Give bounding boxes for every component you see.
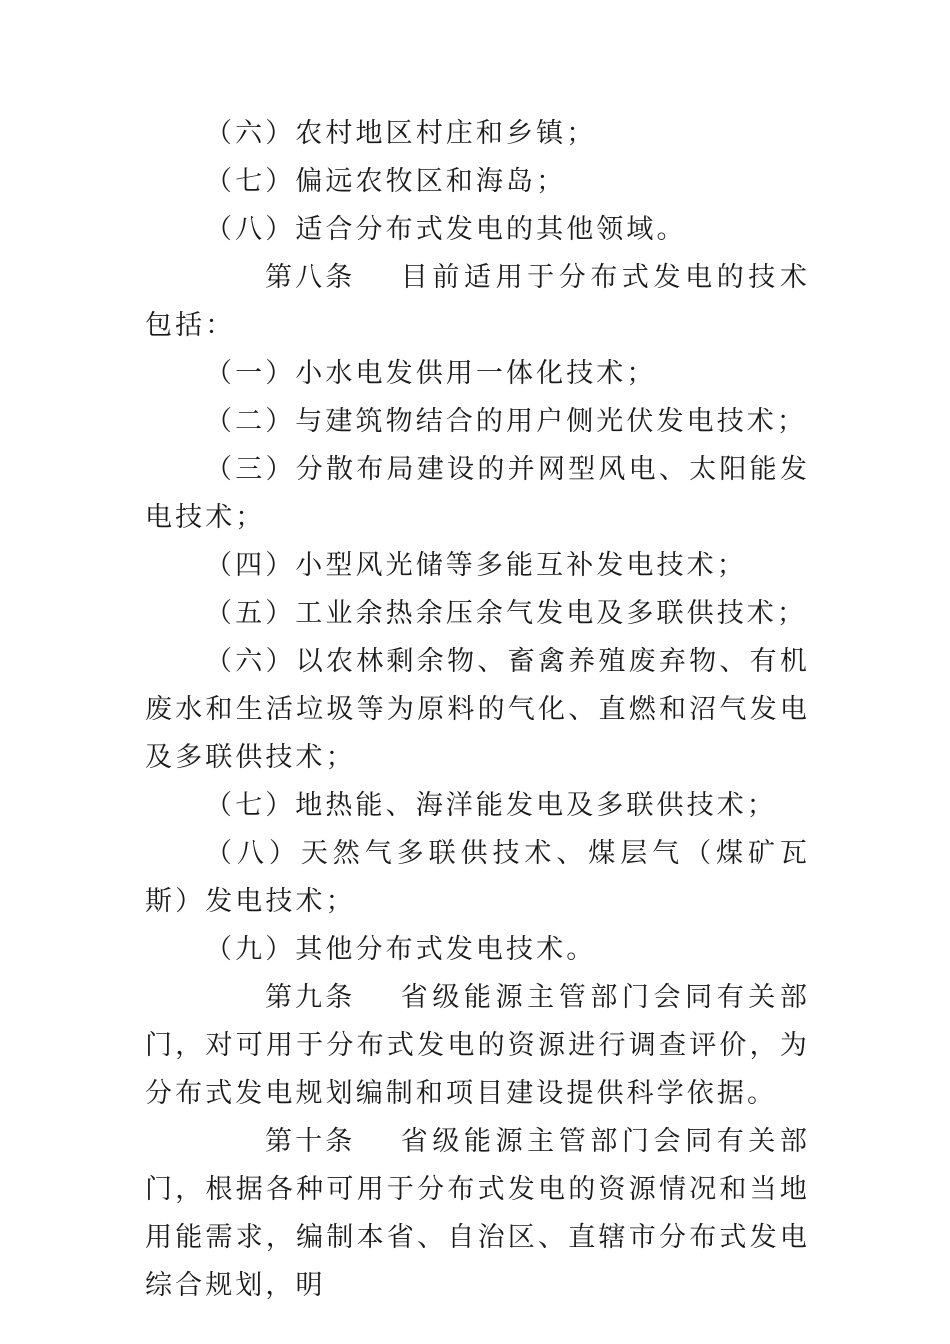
paragraph-text: 省级能源主管部门会同有关部门，对可用于分布式发电的资源进行调查评价，为分布式发电规划编制和项目建设提供科学依据。 <box>145 982 810 1109</box>
list-item <box>145 590 810 638</box>
paragraph-text: （八）天然气多联供技术、煤层气（煤矿瓦斯）发电技术； <box>145 838 810 917</box>
paragraph-text: （三）分散布局建设的并网型风电、太阳能发电技术； <box>145 454 810 533</box>
paragraph-text: （五）工业余热余压余气发电及多联供技术； <box>205 598 807 629</box>
paragraph-text: （一）小水电发供用一体化技术； <box>205 358 657 389</box>
list-item <box>145 398 810 446</box>
paragraph-text: （六）农村地区村庄和乡镇； <box>205 118 597 149</box>
list-item <box>145 158 810 206</box>
list-item <box>145 206 810 254</box>
paragraph-text: （九）其他分布式发电技术。 <box>205 934 597 965</box>
article-paragraph <box>145 1118 810 1310</box>
list-item <box>145 782 810 830</box>
list-item <box>145 110 810 158</box>
list-item <box>145 638 810 782</box>
article-paragraph <box>145 254 810 350</box>
list-item <box>145 350 810 398</box>
paragraph-text: （六）以农林剩余物、畜禽养殖废弃物、有机废水和生活垃圾等为原料的气化、直燃和沼气发电及多联供技术； <box>145 646 810 773</box>
paragraph-text: （四）小型风光储等多能互补发电技术； <box>205 550 747 581</box>
article-number: 第九条 <box>265 982 356 1013</box>
list-item <box>145 830 810 926</box>
article-number: 第十条 <box>265 1126 356 1157</box>
paragraph-text: （七）偏远农牧区和海岛； <box>205 166 567 197</box>
list-item <box>145 542 810 590</box>
article-number: 第八条 <box>265 262 356 293</box>
article-paragraph <box>145 974 810 1118</box>
paragraph-text: 目前适用于分布式发电的技术包括： <box>145 262 810 341</box>
paragraph-text: 省级能源主管部门会同有关部门，根据各种可用于分布式发电的资源情况和当地用能需求，编制本省、自治区、直辖市分布式发电综合规划，明 <box>145 1126 810 1301</box>
list-item <box>145 446 810 542</box>
list-item <box>145 926 810 974</box>
paragraph-text: （七）地热能、海洋能发电及多联供技术； <box>205 790 777 821</box>
paragraph-text: （八）适合分布式发电的其他领域。 <box>205 214 687 245</box>
paragraph-text: （二）与建筑物结合的用户侧光伏发电技术； <box>205 406 807 437</box>
document-body <box>145 110 810 1310</box>
